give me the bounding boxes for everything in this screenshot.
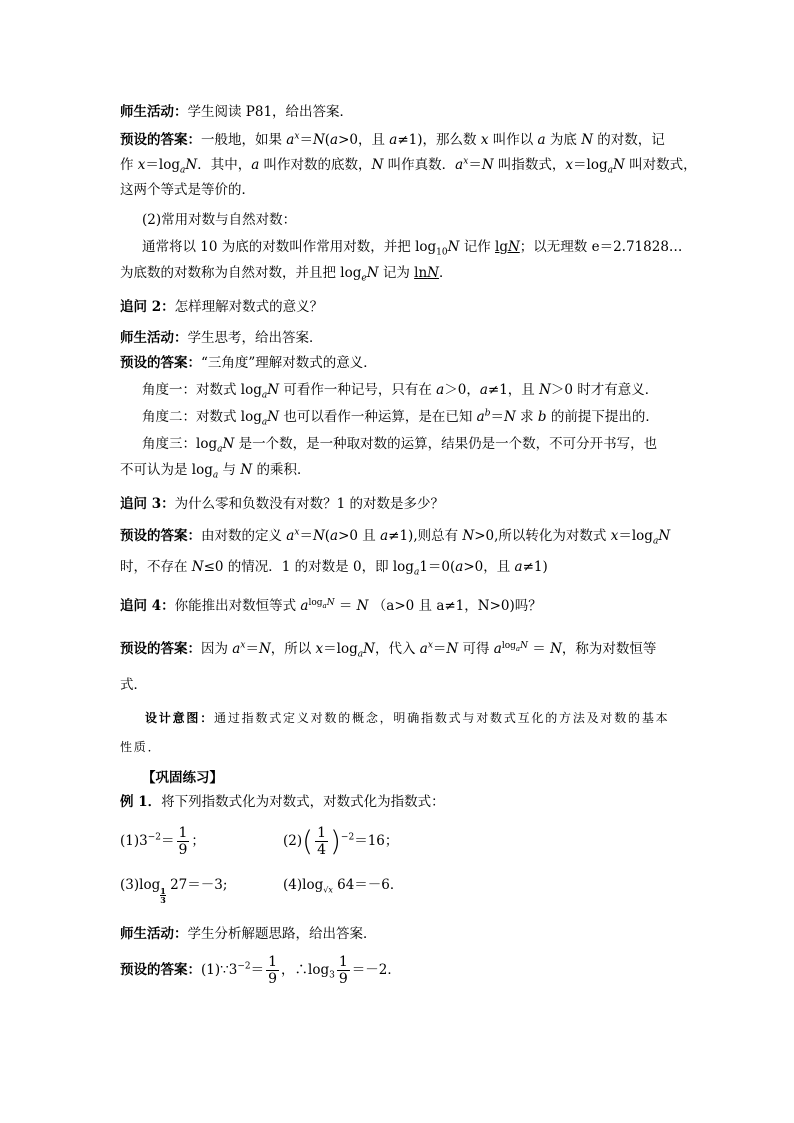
- text: ＝: [250, 962, 265, 978]
- text: 9: [338, 971, 348, 987]
- text: 叫指数式，: [493, 157, 566, 173]
- text: 通常将以 10 为底的对数叫作常用对数，并把: [142, 239, 416, 255]
- text: 与: [218, 462, 241, 478]
- text: 记为: [378, 265, 415, 281]
- text: 1: [317, 825, 326, 841]
- preset-answer-line: [120, 354, 377, 372]
- preset-answer-line: [120, 950, 401, 990]
- math: lnN: [414, 265, 439, 281]
- label: 预设的答案：: [120, 962, 201, 978]
- text: 的前提下提出的．: [546, 409, 659, 425]
- text: 性质．: [120, 740, 162, 754]
- design-intent: [145, 709, 669, 727]
- math: a: [286, 528, 295, 544]
- text: 的乘积．: [252, 462, 311, 478]
- text: 将下列指数式化为对数式，对数式化为指数式：: [161, 794, 445, 810]
- exercise-a: [120, 821, 205, 861]
- text: ，称为对数恒等: [561, 641, 657, 657]
- text: 求: [515, 409, 538, 425]
- text: 你能推出对数恒等式: [174, 598, 301, 614]
- text: 时才有意义．: [573, 382, 659, 398]
- text: 3: [329, 970, 335, 981]
- math: N: [267, 382, 280, 398]
- math: N: [447, 239, 460, 255]
- label: 例 1．: [120, 794, 162, 810]
- math: N: [613, 157, 625, 173]
- fraction: [337, 954, 350, 987]
- text: −2: [237, 961, 251, 972]
- label: 设计意图：: [145, 711, 215, 725]
- math: N: [550, 641, 562, 657]
- text: ；: [191, 833, 205, 849]
- text-line: 作 $x=\log_aN$．其中，a 叫作对数的底数，N 叫作真数．$a^x=N$ 叫指数式，$x=\log_aN$ 叫对数式，: [120, 156, 697, 176]
- text: ,所以转化为对数式: [494, 528, 611, 544]
- text: 为底: [545, 132, 582, 148]
- text: 9: [178, 842, 188, 858]
- text-line: [120, 181, 255, 199]
- example-1: [120, 793, 445, 811]
- math: a: [436, 382, 445, 398]
- text: ＝－2．: [351, 962, 401, 978]
- text: 1: [268, 954, 278, 970]
- design-intent-cont: [120, 738, 161, 756]
- text: ．: [438, 265, 453, 281]
- math: x: [480, 132, 489, 148]
- text: 【巩固练习】: [142, 770, 223, 786]
- math: N: [240, 462, 253, 478]
- text: (2)常用对数与自然对数：: [142, 212, 297, 228]
- math: N: [658, 528, 671, 544]
- preset-answer-line: 预设的答案：一般地，如果 $a^x=N(a>0$，且 a≠1)，那么数 x 叫作以 a 为底 N 的对数，记: [120, 131, 665, 148]
- math: N: [191, 559, 204, 575]
- math: N: [481, 157, 494, 173]
- text: 为底数的对数称为自然对数，并且把: [120, 265, 341, 281]
- math: a: [330, 132, 339, 148]
- text: 可得: [458, 641, 494, 657]
- text: 叫作对数的底数，: [259, 157, 372, 173]
- text-line: 时，不存在 N≤0 的情况．1 的对数是 0，即 $\log_a1=0(a>0$，且 a≠1): [120, 559, 548, 578]
- math: N: [581, 132, 594, 148]
- label: 预设的答案：: [120, 641, 201, 657]
- exercise-b: [283, 821, 398, 861]
- text: (3)log: [120, 877, 161, 893]
- text: 9: [268, 971, 278, 987]
- math: N: [462, 528, 475, 544]
- follow-up-question-3: [120, 495, 444, 513]
- text: 为什么零和负数没有对数？1 的对数是多少？: [174, 496, 444, 512]
- text: 的情况．1 的对数是 0，即: [223, 559, 393, 575]
- text: ，且: [507, 382, 540, 398]
- label: 预设的答案：: [120, 528, 201, 544]
- text-line: 角度一：对数式 $\log_aN$ 可看作一种记号，只有在 a＞0，a≠1，且 N＞0 时才有意义．: [142, 382, 659, 401]
- text: −2: [340, 832, 355, 843]
- follow-up-question-2: [120, 298, 323, 316]
- math: a: [479, 382, 488, 398]
- math: N: [222, 436, 235, 452]
- math: a: [300, 598, 309, 614]
- math: N: [356, 598, 369, 614]
- text: 叫作真数．: [383, 157, 456, 173]
- text: ＝: [161, 833, 175, 849]
- math: N: [258, 641, 271, 657]
- text: 学生思考，给出答案．: [187, 330, 323, 346]
- math: lgN: [495, 239, 520, 255]
- math: a: [493, 641, 502, 657]
- fraction: [177, 825, 190, 858]
- math: N: [366, 265, 379, 281]
- text: 1: [338, 954, 348, 970]
- label: 师生活动：: [120, 104, 188, 120]
- text: ，那么数: [422, 132, 481, 148]
- text-line: [120, 676, 147, 694]
- math: a: [389, 132, 398, 148]
- text: 4: [317, 842, 326, 858]
- math: x: [610, 528, 619, 544]
- teacher-activity-line: [120, 103, 353, 121]
- math: a: [476, 409, 485, 425]
- text: ．其中，: [197, 157, 252, 173]
- preset-answer-line: 预设的答案：由对数的定义 $a^x=N(a>0$ 且 a≠1),则总有 N>0,所以转化为对数式 $x=\log_aN$: [120, 527, 671, 547]
- text: （a>0 且 a≠1，N>0)吗？: [372, 598, 542, 614]
- text-line: 通常将以 10 为底的对数叫作常用对数，并把 $\log_{10}N$ 记作 lgN；以无理数 e＝2.71828…: [142, 239, 683, 258]
- math: x: [315, 641, 324, 657]
- label: 师生活动：: [120, 330, 188, 346]
- text: 不可认为是: [120, 462, 192, 478]
- text: 64＝－6．: [332, 877, 404, 893]
- text: 角度二：对数式: [142, 409, 241, 425]
- text: 叫对数式，: [624, 157, 697, 173]
- fraction: [315, 825, 328, 858]
- text: (2): [283, 833, 303, 849]
- math: a: [455, 559, 464, 575]
- math: b: [537, 409, 547, 425]
- text-line: 角度三：$\log_aN$ 是一个数，是一种取对数的运算，结果仍是一个数，不可分开书写，也: [142, 436, 658, 455]
- math: a: [419, 641, 428, 657]
- text: 一般地，如果: [201, 132, 287, 148]
- text: ；以无理数 e＝2.71828…: [519, 239, 683, 255]
- math: x: [565, 157, 574, 173]
- preset-answer-line: 预设的答案：因为 $a^x=N$，所以 $x=\log_aN$，代入 $a^x=N$ 可得 $a^{log_aN} = N$，称为对数恒等: [120, 640, 657, 660]
- teacher-activity-line: [120, 925, 377, 943]
- text: (4)log: [283, 877, 324, 893]
- exercise-c: [120, 876, 227, 904]
- text: 角度三：: [142, 436, 196, 452]
- text: ，所以: [270, 641, 316, 657]
- math: x: [294, 131, 300, 142]
- section-title: [142, 769, 223, 787]
- text: 可看作一种记号，只有在: [279, 382, 437, 398]
- label: 预设的答案：: [120, 355, 201, 371]
- text: ＝16；: [354, 833, 399, 849]
- text: ,则总有: [413, 528, 463, 544]
- text: 这两个等式是等价的．: [120, 182, 255, 198]
- exercise-d: [283, 876, 403, 894]
- text: −2: [147, 832, 161, 843]
- text: 由对数的定义: [201, 528, 287, 544]
- text: ): [329, 824, 341, 858]
- math: N: [446, 641, 459, 657]
- math: x: [137, 157, 146, 173]
- label: 追问 4：: [120, 598, 175, 614]
- text-line: 为底数的对数称为自然对数，并且把 $\log_eN$ 记为 lnN．: [120, 265, 453, 284]
- text: √x: [323, 885, 333, 895]
- text: 的对数，记: [593, 132, 665, 148]
- text: 3: [160, 895, 166, 905]
- text: 是一个数，是一种取对数的运算，结果仍是一个数，不可分开书写，也: [234, 436, 658, 452]
- math: N: [312, 132, 325, 148]
- section-heading: [142, 211, 296, 229]
- text: (: [302, 824, 314, 858]
- math: a: [380, 528, 389, 544]
- math: N: [312, 528, 325, 544]
- math: a: [251, 157, 260, 173]
- text: 通过指数式定义对数的概念，明确指数式与对数式互化的方法及对数的基本: [214, 711, 670, 725]
- text: 作: [120, 157, 138, 173]
- label: 追问 2：: [120, 299, 175, 315]
- text: 因为: [201, 641, 233, 657]
- text: (1)∵3: [201, 962, 238, 978]
- text: ，: [466, 382, 480, 398]
- math: a: [455, 157, 464, 173]
- text: 也可以看作一种运算，是在已知: [279, 409, 477, 425]
- text: 式．: [120, 677, 147, 693]
- text: 叫作以: [488, 132, 538, 148]
- label: 师生活动：: [120, 926, 188, 942]
- math: N: [185, 157, 198, 173]
- text: ，代入: [374, 641, 420, 657]
- follow-up-question-4: 追问 4：你能推出对数恒等式 $a^{log_aN} = N$ （a>0 且 a≠1，N>0)吗？: [120, 597, 542, 614]
- text: ，∴log: [281, 962, 330, 978]
- text: 时，不存在: [120, 559, 192, 575]
- text-line: 不可认为是 $\log_a$ 与 N 的乘积．: [120, 462, 311, 481]
- math: N: [363, 641, 375, 657]
- text-line: 角度二：对数式 $\log_aN$ 也可以看作一种运算，是在已知 $a^b=N$ 求 b 的前提下提出的．: [142, 408, 659, 428]
- text: “三角度”理解对数式的意义．: [201, 355, 377, 371]
- math: N: [371, 157, 384, 173]
- text: 1: [160, 886, 166, 896]
- math: a: [286, 132, 295, 148]
- math: a: [330, 528, 339, 544]
- math: a: [232, 641, 241, 657]
- math: N: [267, 409, 280, 425]
- math: N: [539, 382, 551, 398]
- text: 学生分析解题思路，给出答案．: [187, 926, 377, 942]
- text: (1)3: [120, 833, 148, 849]
- text: 角度一：对数式: [142, 382, 241, 398]
- text: 1: [178, 825, 188, 841]
- text: 怎样理解对数式的意义？: [174, 299, 324, 315]
- fraction: [266, 954, 279, 987]
- math: a: [537, 132, 546, 148]
- math: N: [504, 409, 516, 425]
- text: 记作: [459, 239, 496, 255]
- math: a: [514, 559, 523, 575]
- teacher-activity-line: [120, 329, 323, 347]
- label: 预设的答案：: [120, 132, 201, 148]
- text: 27＝－3;: [165, 877, 228, 893]
- text: 学生阅读 P81，给出答案．: [187, 104, 354, 120]
- label: 追问 3：: [120, 496, 175, 512]
